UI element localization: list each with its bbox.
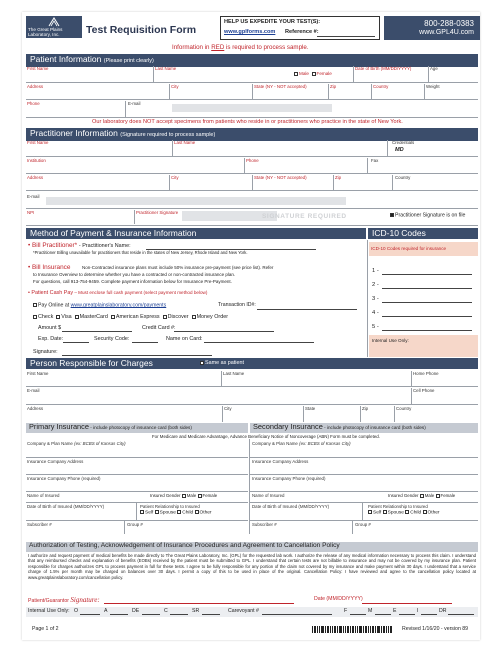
icd-section-title: ICD-10 Codes <box>372 228 426 238</box>
discover-checkbox[interactable] <box>163 315 167 319</box>
primary-rel-self-checkbox[interactable] <box>140 510 144 514</box>
internal-code-e-field <box>399 614 415 615</box>
primary-insurance-note: - include photocopy of insurance card (both sides) <box>88 425 192 430</box>
ny-warning: Our laboratory does NOT accept specimens from patients who reside in or practitioners who practice in the state of New York. <box>92 119 403 125</box>
practitioner-zip-label: Zip <box>335 175 342 180</box>
contact-block <box>384 16 480 40</box>
internal-code-c-field <box>170 614 188 615</box>
practitioner-country-label: Country <box>395 175 411 180</box>
primary-rel-child-checkbox[interactable] <box>177 510 181 514</box>
patient-first-name-label: First Name <box>27 66 49 71</box>
patient-phone-label: Phone <box>27 101 40 106</box>
practitioner-phone-label: Phone <box>246 158 259 163</box>
authorization-title: Authorization of Testing, Acknowledgement of Insurance Procedures and Agreement to Cancellation Policy <box>29 542 340 549</box>
primary-rel-self: Self <box>145 510 154 516</box>
required-note <box>172 44 309 51</box>
authorization-header <box>26 542 478 552</box>
secondary-rel-self: Self <box>373 510 382 516</box>
practitioner-email-field[interactable] <box>46 197 346 205</box>
primary-dob-insured-label: Date of Birth of Insured (MM/DD/YYYY) <box>27 504 105 509</box>
bill-insurance-bullet: • <box>28 264 31 271</box>
secondary-rel-self-checkbox[interactable] <box>368 510 372 514</box>
secondary-company-address-label: Insurance Company Address <box>252 459 309 464</box>
payment-methods-row <box>33 314 228 320</box>
signature-on-file-option <box>390 213 465 219</box>
patient-address-label: Address <box>27 84 44 89</box>
icd-section-header <box>368 228 478 239</box>
pay-online-label: Pay Online at <box>38 302 71 309</box>
primary-company-address-label: Insurance Company Address <box>27 459 84 464</box>
patient-cash-pay-row <box>28 290 207 296</box>
payment-signature-label: Signature: <box>33 349 58 355</box>
primary-gender-male-checkbox[interactable] <box>182 494 186 498</box>
practitioner-name-label: - Practitioner's Name: <box>78 243 131 249</box>
responsible-home-phone-label: Home Phone <box>413 371 439 376</box>
secondary-company-phone-label: Insurance Company Phone (required) <box>252 476 326 481</box>
credit-card-field[interactable] <box>174 331 274 332</box>
icd-code-3-field[interactable] <box>382 302 472 303</box>
male-checkbox[interactable] <box>294 72 298 76</box>
internal-code-f: F <box>344 608 348 614</box>
primary-subscriber-label: Subscriber # <box>27 522 52 527</box>
cash-pay-label: Patient Cash Pay <box>31 290 74 296</box>
practitioner-credentials-value: MD <box>395 147 404 153</box>
responsible-first-name-label: First Name <box>27 371 49 376</box>
practitioner-institution-label: Institution <box>27 158 46 163</box>
visa-checkbox[interactable] <box>56 315 60 319</box>
patient-dob-label: Date of Birth (MM/DD/YYYY) <box>355 66 412 71</box>
page-number: Page 1 of 2 <box>32 626 59 632</box>
bill-practitioner-note: *Practitioner Billing unavailable for practitioners that reside in the states of New Jersey, Rhode Island and New York. <box>33 250 248 255</box>
patient-signature-field[interactable] <box>104 603 294 604</box>
icd-code-3-label: 3 - <box>372 296 379 302</box>
responsible-last-name-label: Last Name <box>223 371 245 376</box>
practitioner-signature-label: Practitioner Signature <box>136 210 179 215</box>
icd-code-4-label: 4 - <box>372 310 379 316</box>
secondary-rel-other-checkbox[interactable] <box>423 510 427 514</box>
same-as-patient-option <box>200 360 244 366</box>
name-on-card-field[interactable] <box>204 342 314 343</box>
icd-code-5-label: 5 - <box>372 324 379 330</box>
responsible-section-header <box>26 358 478 369</box>
amount-field[interactable] <box>62 331 132 332</box>
patient-signature-script: Signature: <box>70 596 100 604</box>
patient-email-field[interactable] <box>172 104 332 112</box>
practitioner-fax-label: Fax <box>371 158 379 163</box>
method-visa: Visa <box>61 314 72 320</box>
pay-online-row <box>33 303 166 309</box>
primary-insurance-header <box>26 423 248 433</box>
expedite-ref-label: Reference #: <box>285 29 319 35</box>
patient-zip-label: Zip <box>330 84 337 89</box>
barcode-icon <box>312 626 392 633</box>
primary-insured-gender <box>150 493 217 498</box>
patient-age-label: Age <box>430 66 438 71</box>
mastercard-checkbox[interactable] <box>75 315 79 319</box>
internal-code-o-field <box>80 614 100 615</box>
primary-group-label: Group # <box>127 522 143 527</box>
practitioner-state-label: State (NY - NOT accepted) <box>254 175 307 180</box>
logo-line-1: The Great Plains <box>28 27 63 32</box>
secondary-gender-male-checkbox[interactable] <box>420 494 424 498</box>
responsible-address-label: Address <box>27 406 44 411</box>
payment-signature-field[interactable] <box>62 355 212 356</box>
secondary-company-plan-label <box>252 441 351 446</box>
bill-practitioner-row <box>28 242 131 249</box>
primary-insurance-title: Primary Insurance <box>29 422 89 431</box>
internal-use-label: Internal Use Only: <box>28 608 70 614</box>
primary-rel-other: Other <box>199 510 212 516</box>
secondary-company-plan-example: (ex: BCBS of Kansas City) <box>299 441 351 446</box>
responsible-zip-label: Zip <box>362 406 369 411</box>
bill-practitioner-label: Bill Practitioner* <box>32 242 78 249</box>
secondary-gender-label: Insured Gender <box>388 493 419 498</box>
bill-practitioner-bullet: • <box>28 242 31 249</box>
primary-relationship-label: Patient Relationship to Insured <box>140 504 200 509</box>
exp-date-field[interactable] <box>63 342 89 343</box>
icd-code-5-field[interactable] <box>382 330 472 331</box>
primary-name-insured-label: Name of Insured <box>27 493 60 498</box>
credit-card-label: Credit Card #: <box>142 325 176 331</box>
practitioner-last-name-label: Last Name <box>174 140 196 145</box>
primary-relationship-options <box>140 510 212 516</box>
internal-code-i: I <box>417 608 419 614</box>
form-title: Test Requisition Form <box>86 24 197 36</box>
secondary-company-plan-text: Company & Plan Name <box>252 441 298 446</box>
responsible-section-title: Person Responsible for Charges <box>30 358 153 368</box>
secondary-group-label: Group # <box>355 522 371 527</box>
authorization-date-label: Date (MM/DD/YYYY) <box>314 596 363 602</box>
patient-country-label: Country <box>373 84 389 89</box>
responsible-email-label: E-mail <box>27 388 40 393</box>
required-note-post: is required to process sample. <box>224 44 309 51</box>
cash-pay-bullet: • <box>28 290 30 296</box>
transaction-id-field[interactable] <box>257 309 357 310</box>
pay-online-link[interactable]: www.greatplainslaboratory.com/payments <box>70 302 167 309</box>
practitioner-city-label: City <box>171 175 179 180</box>
logo-line-2: Laboratory, Inc. <box>28 32 60 37</box>
icd-internal-use-box <box>369 335 478 357</box>
secondary-rel-spouse: Spouse <box>387 510 404 516</box>
expedite-box <box>220 16 380 40</box>
secondary-rel-child: Child <box>410 510 422 516</box>
internal-code-e: E <box>393 608 397 614</box>
bill-insurance-label: Bill Insurance <box>32 264 71 271</box>
insurance-note-1: Non-Contracted insurance plans must include 50% insurance pre-payment (see price list). Refer <box>82 265 274 270</box>
primary-company-plan-text: Company & Plan Name <box>27 441 73 446</box>
internal-code-carevoyant: Carevoyant # <box>228 608 259 614</box>
secondary-subscriber-label: Subscriber # <box>252 522 277 527</box>
expedite-url-link[interactable]: www.gplforms.com <box>224 29 276 35</box>
check-checkbox[interactable] <box>33 315 37 319</box>
required-note-red: RED <box>211 44 225 51</box>
practitioner-section-note: (Signature required to process sample) <box>120 132 216 138</box>
female-checkbox[interactable] <box>312 72 316 76</box>
patient-section-note: (Please print clearly) <box>103 58 154 64</box>
secondary-insurance-header <box>250 423 478 433</box>
internal-code-f-field <box>350 614 366 615</box>
contact-phone: 800-288-0383 <box>424 19 474 28</box>
internal-code-o: O <box>74 608 79 614</box>
exp-date-label: Exp. Date: <box>38 336 64 342</box>
icd-code-1-field[interactable] <box>382 274 472 275</box>
internal-code-m-field <box>375 614 391 615</box>
patient-email-label: E-mail <box>128 101 141 106</box>
method-mastercard: MasterCard <box>79 314 108 320</box>
primary-gender-male: Male <box>186 493 197 498</box>
patient-last-name-label: Last Name <box>155 66 177 71</box>
internal-code-sr: SR <box>192 608 200 614</box>
expedite-title: HELP US EXPEDITE YOUR TEST(S): <box>224 19 321 25</box>
secondary-rel-other: Other <box>427 510 440 516</box>
secondary-relationship-options <box>368 510 440 516</box>
icd-required-text: ICD-10 Codes required for insurance <box>371 246 447 251</box>
secondary-gender-female: Female <box>440 493 456 498</box>
primary-rel-other-checkbox[interactable] <box>195 510 199 514</box>
male-label: Male <box>299 71 309 76</box>
secondary-insured-gender <box>388 493 455 498</box>
cash-pay-note: – Must enclose full cash payment (select payment method below) <box>73 290 208 295</box>
expedite-ref-field[interactable] <box>317 36 375 37</box>
internal-code-c: C <box>164 608 168 614</box>
secondary-name-insured-label: Name of Insured <box>252 493 285 498</box>
secondary-rel-child-checkbox[interactable] <box>405 510 409 514</box>
patient-weight-label: Weight <box>426 84 440 89</box>
icd-code-2-field[interactable] <box>382 288 472 289</box>
secondary-dob-insured-label: Date of Birth of Insured (MM/DD/YYYY) <box>252 504 330 509</box>
patient-city-label: City <box>171 84 179 89</box>
secondary-gender-male: Male <box>424 493 435 498</box>
signature-on-file-checkbox[interactable] <box>390 213 394 217</box>
internal-code-de: DE <box>132 608 140 614</box>
signature-on-file-label: Practitioner Signature is on file <box>395 212 466 219</box>
method-money-order: Money Order <box>196 314 229 320</box>
primary-rel-spouse: Spouse <box>159 510 176 516</box>
authorization-date-field[interactable] <box>362 603 452 604</box>
internal-code-de-field <box>142 614 160 615</box>
primary-rel-child: Child <box>182 510 194 516</box>
primary-gender-label: Insured Gender <box>150 493 181 498</box>
medicare-note: For Medicare and Medicare Advantage, Advance Beneficiary Notice of Noncoverage (ABN) Form must be completed. <box>152 434 380 439</box>
secondary-insurance-note: - include photocopy of insurance card (both sides) <box>322 425 426 430</box>
icd-code-2-label: 2 - <box>372 282 379 288</box>
patient-signature-label: Patient/Guarantor <box>28 598 69 604</box>
primary-gender-female-checkbox[interactable] <box>198 494 202 498</box>
insurance-note-3: For questions, call 913-754-9459. Complete payment information below for Insurance Pre-Payment. <box>33 279 232 284</box>
patient-section-title: Patient Information <box>30 54 102 64</box>
female-label: Female <box>316 71 332 76</box>
practitioner-credentials-label: Credentials <box>392 140 415 145</box>
icd-internal-use-label: Internal Use Only: <box>372 338 409 343</box>
internal-code-a-field <box>110 614 128 615</box>
internal-code-m: M <box>368 608 373 614</box>
patient-sex-options <box>294 71 332 76</box>
primary-gender-female: Female <box>202 493 218 498</box>
insurance-note-2: to Insurance Overview to determine whether you have a contracted or non-contracted insurance plan. <box>33 272 236 277</box>
primary-rel-spouse-checkbox[interactable] <box>155 510 159 514</box>
transaction-id-label: Transaction ID#: <box>218 302 256 308</box>
practitioner-email-label: E-mail <box>27 194 40 199</box>
payment-section-header <box>26 228 366 239</box>
pay-online-checkbox[interactable] <box>33 303 37 307</box>
practitioner-address-label: Address <box>27 175 44 180</box>
responsible-country-label: Country <box>396 406 412 411</box>
logo-mark-icon <box>48 17 60 27</box>
bill-insurance-label-group <box>28 264 70 271</box>
patient-state-label: State (NY - NOT accepted) <box>254 84 307 89</box>
signature-required-watermark: SIGNATURE REQUIRED <box>262 213 347 220</box>
amount-label: Amount $ <box>38 325 62 331</box>
responsible-city-label: City <box>224 406 232 411</box>
practitioner-section-title: Practitioner Information <box>30 128 118 138</box>
icd-code-4-field[interactable] <box>382 316 472 317</box>
secondary-rel-spouse-checkbox[interactable] <box>383 510 387 514</box>
primary-company-plan-label <box>27 441 126 446</box>
secondary-gender-female-checkbox[interactable] <box>436 494 440 498</box>
primary-company-plan-example: (ex: BCBS of Kansas City) <box>74 441 126 446</box>
secondary-insurance-title: Secondary Insurance <box>253 422 323 431</box>
internal-code-sr-field <box>202 614 220 615</box>
responsible-state-label: State <box>305 406 316 411</box>
logo <box>26 16 82 38</box>
secondary-relationship-label: Patient Relationship to Insured <box>368 504 428 509</box>
revision-note: Revised 1/16/20 - version 89 <box>402 626 469 632</box>
payment-section-title: Method of Payment & Insurance Information <box>30 228 197 238</box>
internal-code-dr: DR <box>439 608 447 614</box>
primary-company-phone-label: Insurance Company Phone (required) <box>27 476 101 481</box>
contact-website: www.GPL4U.com <box>419 29 474 36</box>
method-discover: Discover <box>167 314 189 320</box>
security-code-field[interactable] <box>132 342 158 343</box>
internal-code-dr-field <box>448 614 474 615</box>
required-note-pre: Information in <box>172 44 212 51</box>
internal-code-a: A <box>104 608 108 614</box>
icd-required-banner <box>369 242 478 256</box>
practitioner-npi-label: NPI <box>27 210 35 215</box>
icd-code-1-label: 1 - <box>372 268 379 274</box>
authorization-text: I authorize and request payment of medical benefits be made directly to The Great Plains Laboratory, Inc. (GPL) for the requested lab work. I authorize the release of any medical information necessary to process this claim. I understand that any reimbursed checks and explanation of benefits (EOBs) received by the patient must be submitted to GPL. I understand that certain tests are not billable to insurance and may not be covered by my insurance plan. Patient responsible for charges authorizes GPL to process payment in full for these tests. I agree to be fully responsible for any portion of the claim not covered by my insurance and make payment within 30 days. I understand that a service charge of 1.5% per month may be charged on balances over 30 days. I permit a copy of this to be used in place of the original. Cancellation Policy: I have reviewed and agree to the cancellation policy located at www.greatplainslaboratory.com/cancellation policy. <box>28 553 476 580</box>
internal-code-carevoyant-field <box>262 614 332 615</box>
requisition-form-page <box>22 12 480 640</box>
practitioner-first-name-label: First Name <box>27 140 49 145</box>
name-on-card-label: Name on Card: <box>166 336 203 342</box>
money-order-checkbox[interactable] <box>192 315 196 319</box>
security-code-label: Security Code: <box>94 336 130 342</box>
internal-code-i-field <box>421 614 437 615</box>
patient-signature-row <box>28 596 100 605</box>
same-as-patient-label: Same as patient <box>205 360 244 366</box>
amex-checkbox[interactable] <box>111 315 115 319</box>
responsible-cell-phone-label: Cell Phone <box>413 388 435 393</box>
method-amex: American Express <box>115 314 160 320</box>
method-check: Check <box>38 314 54 320</box>
same-as-patient-checkbox[interactable] <box>200 361 204 365</box>
